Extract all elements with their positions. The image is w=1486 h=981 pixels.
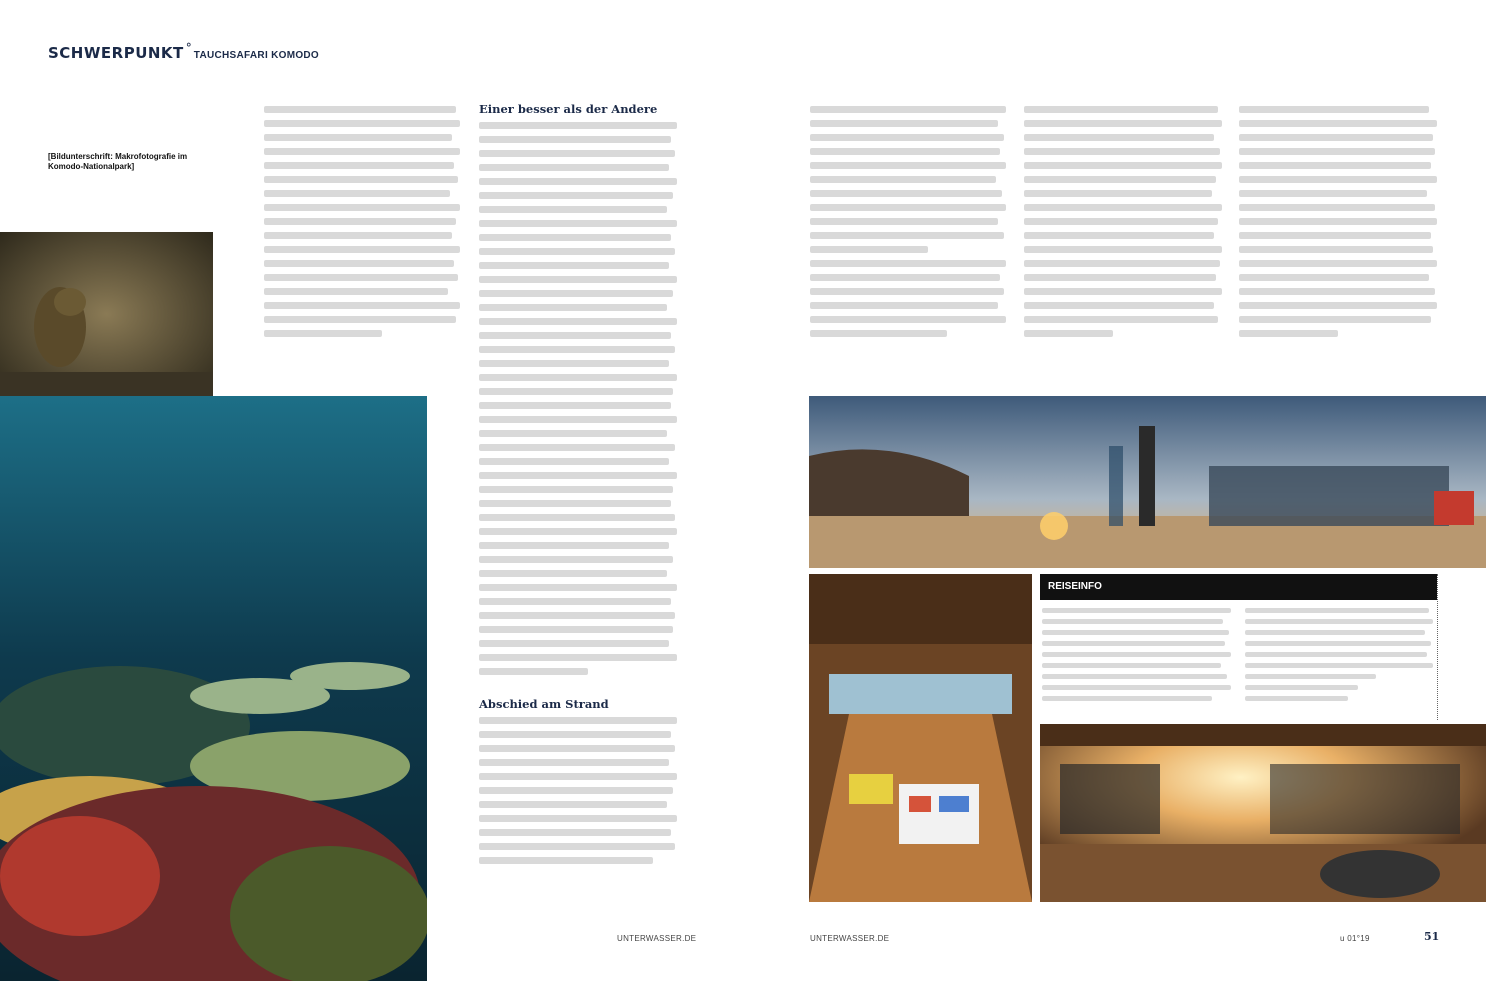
text-column-5: [1239, 106, 1437, 337]
beach-campfire-photo: [809, 396, 1486, 568]
column-4-lines: [1024, 106, 1222, 337]
footer-issue: u 01°19: [1340, 934, 1370, 943]
seahorse-photo: [0, 232, 213, 396]
coral-reef-photo: [0, 396, 427, 981]
reiseinfo-title: REISEINFO: [1040, 574, 1437, 600]
text-column-3: [810, 106, 1006, 337]
section-subkicker: TAUCHSAFARI KOMODO: [193, 50, 320, 61]
infobox-lines-left: [1042, 608, 1231, 701]
subhead-abschied: Abschied am Strand: [479, 697, 609, 711]
dive-deck-photo: [1040, 724, 1486, 902]
photo-caption: [Bildunterschrift: Makrofotografie im Komodo-Nationalpark]: [48, 152, 188, 171]
column-1-lines: [264, 106, 460, 337]
section-kicker: SCHWERPUNKT: [48, 44, 184, 62]
infobox-lines-right: [1245, 608, 1434, 701]
column-2-lines-b: [479, 717, 677, 864]
reiseinfo-box: [1040, 574, 1438, 720]
subhead-einer-besser: Einer besser als der Andere: [479, 102, 658, 116]
footer-site-left: UNTERWASSER.DE: [617, 934, 697, 943]
boat-deck-photo: [809, 574, 1032, 902]
text-column-1: [264, 106, 460, 337]
text-column-4: [1024, 106, 1222, 337]
footer-site-right: UNTERWASSER.DE: [810, 934, 890, 943]
text-column-2: [479, 102, 677, 864]
column-3-lines: [810, 106, 1006, 337]
column-5-lines: [1239, 106, 1437, 337]
header: [48, 41, 320, 62]
column-2-lines-a: [479, 122, 677, 675]
kicker-dot: °: [185, 41, 192, 55]
page-number: 51: [1424, 930, 1440, 943]
